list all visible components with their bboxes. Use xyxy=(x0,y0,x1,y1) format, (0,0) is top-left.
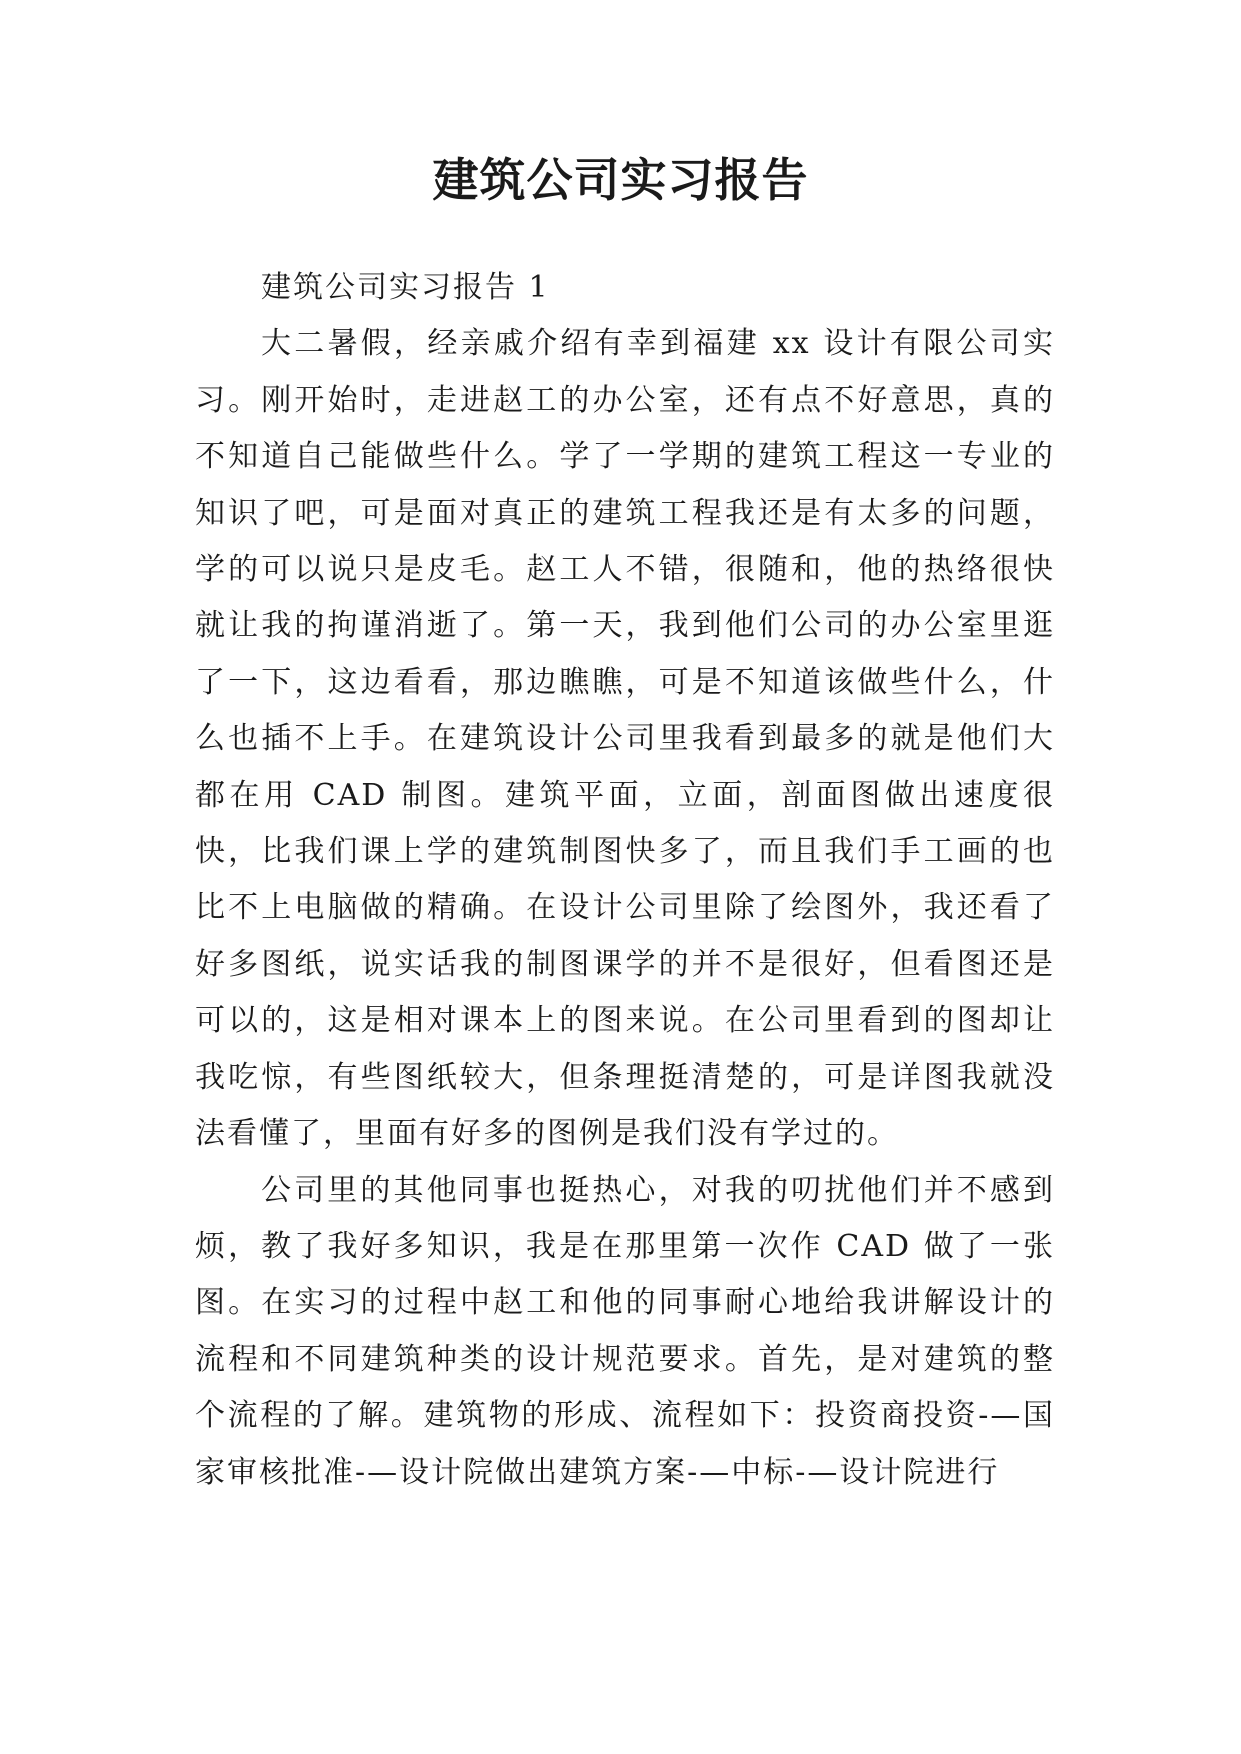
body-paragraph: 大二暑假，经亲戚介绍有幸到福建 xx 设计有限公司实习。刚开始时，走进赵工的办公室，还有点不好意思，真的不知道自己能做些什么。学了一学期的建筑工程这一专业的知识了吧，可是面对真正的建筑工程我还是有太多的问题，学的可以说只是皮毛。赵工人不错，很随和，他的热络很快就让我的拘谨消逝了。第一天，我到他们公司的办公室里逛了一下，这边看看，那边瞧瞧，可是不知道该做些什么，什么也插不上手。在建筑设计公司里我看到最多的就是他们大都在用 CAD 制图。建筑平面，立面，剖面图做出速度很快，比我们课上学的建筑制图快多了，而且我们手工画的也比不上电脑做的精确。在设计公司里除了绘图外，我还看了好多图纸，说实话我的制图课学的并不是很好，但看图还是可以的，这是相对课本上的图来说。在公司里看到的图却让我吃惊，有些图纸较大，但条理挺清楚的，可是详图我就没法看懂了，里面有好多的图例是我们没有学过的。 xyxy=(195,326,1055,1152)
document-title: 建筑公司实习报告 xyxy=(432,153,809,207)
section-heading: 建筑公司实习报告 1 xyxy=(261,270,550,305)
document-body xyxy=(195,260,1055,1501)
body-paragraph: 公司里的其他同事也挺热心，对我的叨扰他们并不感到烦，教了我好多知识，我是在那里第一次作 CAD 做了一张图。在实习的过程中赵工和他的同事耐心地给我讲解设计的流程和不同建筑种类的设计规范要求。首先，是对建筑的整个流程的了解。建筑物的形成、流程如下：投资商投资-—国家审核批准-—设计院做出建筑方案-—中标-—设计院进行 xyxy=(195,1172,1055,1490)
